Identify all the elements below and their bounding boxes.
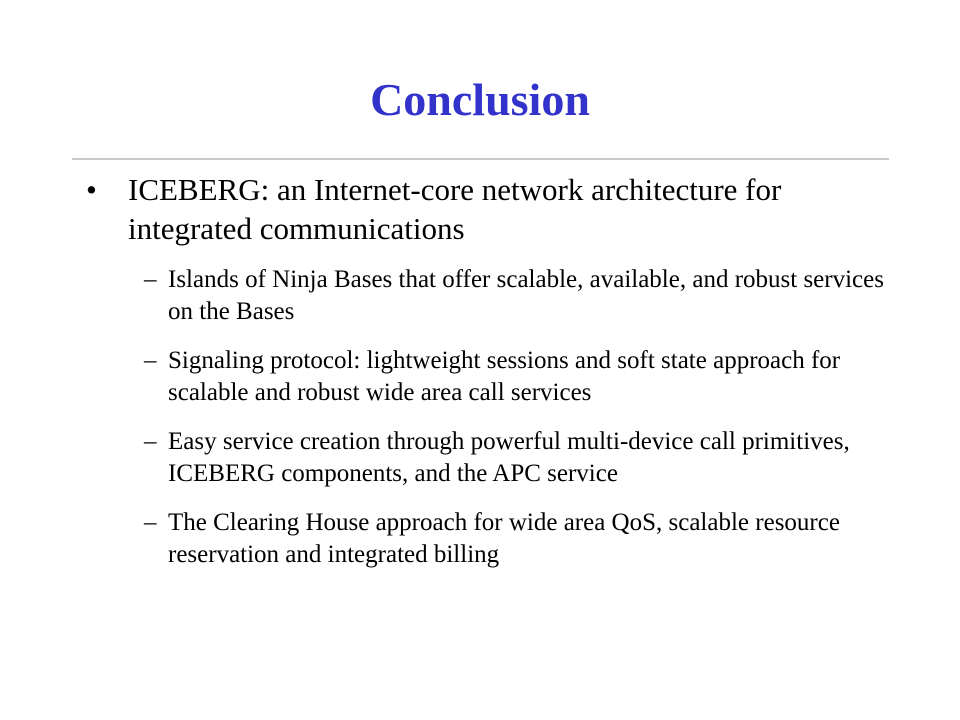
slide-content (72, 170, 892, 588)
sub-bullet-text: Signaling protocol: lightweight sessions and soft state approach for scalable and robust wide area call services (168, 347, 841, 406)
sub-bullet-text: The Clearing House approach for wide area QoS, scalable resource reservation and integrated billing (168, 509, 840, 568)
bullet-item (72, 170, 892, 248)
sub-bullet-text: Easy service creation through powerful multi-device call primitives, ICEBERG components, and the APC service (168, 428, 850, 487)
sub-bullet-text: Islands of Ninja Bases that offer scalable, available, and robust services on the Bases (168, 266, 884, 325)
sub-bullet-item (72, 426, 892, 490)
sub-bullet-marker: – (144, 347, 157, 374)
bullet-marker: • (86, 172, 97, 207)
sub-bullet-list (72, 264, 892, 571)
sub-bullet-marker: – (144, 428, 157, 455)
bullet-text: ICEBERG: an Internet-core network architecture for integrated communications (128, 172, 782, 246)
sub-bullet-marker: – (144, 509, 157, 536)
sub-bullet-item (72, 345, 892, 409)
title-divider (72, 158, 889, 160)
slide-title: Conclusion (370, 74, 590, 125)
sub-bullet-item (72, 264, 892, 328)
sub-bullet-item (72, 507, 892, 571)
sub-bullet-marker: – (144, 266, 157, 293)
